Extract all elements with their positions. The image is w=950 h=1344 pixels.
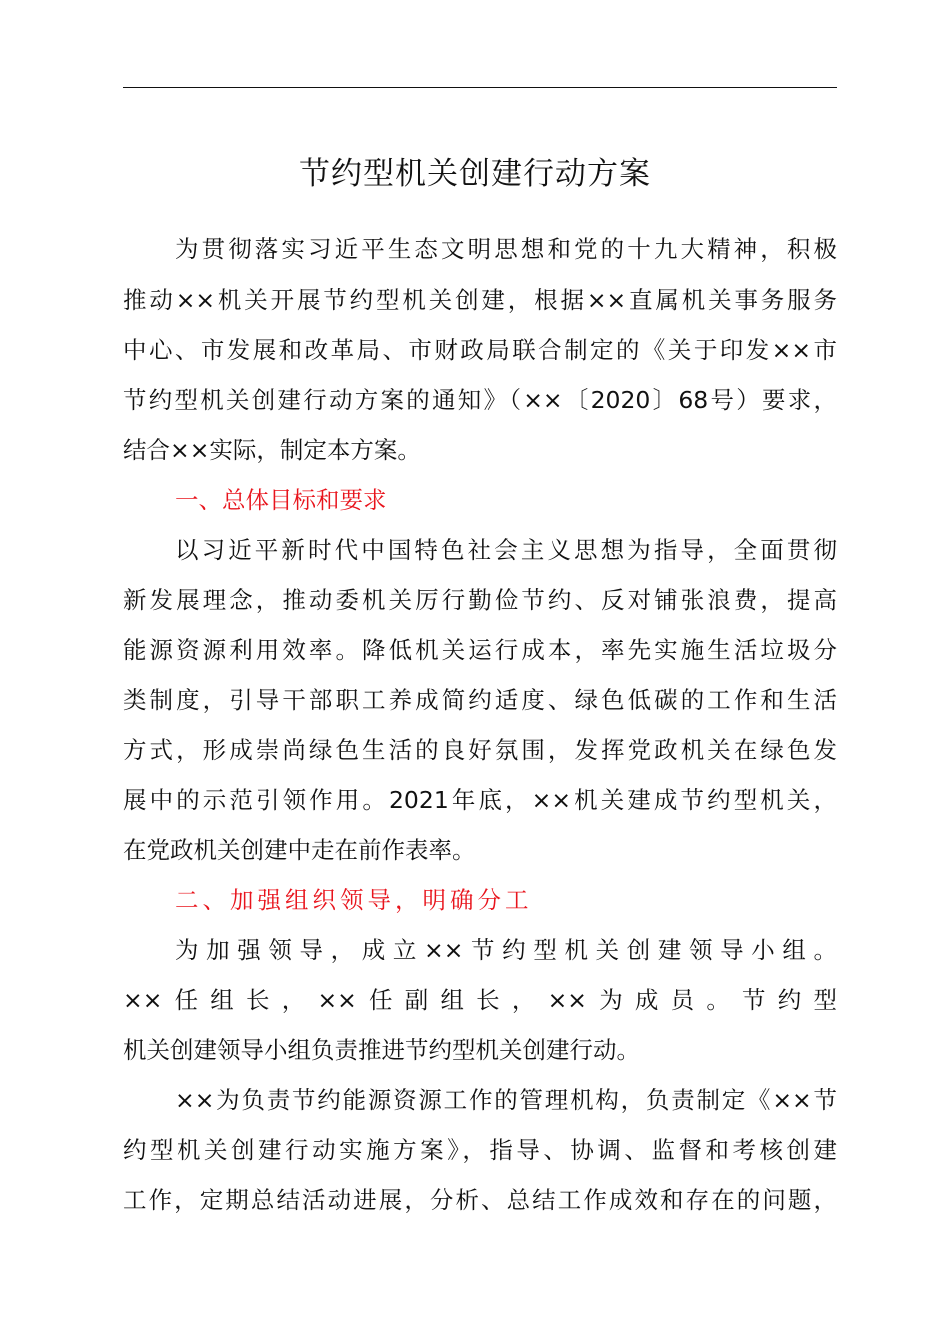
- paragraph-line: 结合××实际，制定本方案。: [123, 436, 421, 464]
- paragraph-line: ××任组长，××任副组长，××为成员。节约型: [123, 986, 837, 1014]
- paragraph-line: 新发展理念，推动委机关厉行勤俭节约、反对铺张浪费，提高: [123, 586, 837, 614]
- paragraph-line: 节约型机关创建行动方案的通知》（××〔2020〕68号）要求，: [123, 386, 837, 414]
- paragraph-line: 机关创建领导小组负责推进节约型机关创建行动。: [123, 1036, 640, 1064]
- paragraph-line: 为加强领导，成立××节约型机关创建领导小组。: [175, 936, 837, 964]
- header-rule: [123, 87, 837, 88]
- paragraph-line: 能源资源利用效率。降低机关运行成本，率先实施生活垃圾分: [123, 636, 837, 664]
- paragraph-line: 工作，定期总结活动进展，分析、总结工作成效和存在的问题，: [123, 1186, 837, 1214]
- paragraph-line: 在党政机关创建中走在前作表率。: [123, 836, 476, 864]
- paragraph-line: 方式，形成崇尚绿色生活的良好氛围，发挥党政机关在绿色发: [123, 736, 837, 764]
- section-heading-1: 一、总体目标和要求: [175, 486, 387, 514]
- paragraph-line: 推动××机关开展节约型机关创建，根据××直属机关事务服务: [123, 286, 837, 314]
- paragraph-line: 以习近平新时代中国特色社会主义思想为指导，全面贯彻: [175, 536, 837, 564]
- section-heading-2: 二、加强组织领导，明确分工: [175, 886, 533, 914]
- document-title: 节约型机关创建行动方案: [299, 156, 651, 192]
- paragraph-line: ××为负责节约能源资源工作的管理机构，负责制定《××节: [175, 1086, 837, 1114]
- paragraph-line: 类制度，引导干部职工养成简约适度、绿色低碳的工作和生活: [123, 686, 837, 714]
- paragraph-line: 为贯彻落实习近平生态文明思想和党的十九大精神，积极: [175, 235, 837, 263]
- paragraph-line: 展中的示范引领作用。2021年底，××机关建成节约型机关，: [123, 786, 837, 814]
- paragraph-line: 中心、市发展和改革局、市财政局联合制定的《关于印发××市: [123, 336, 837, 364]
- paragraph-line: 约型机关创建行动实施方案》，指导、协调、监督和考核创建: [123, 1136, 837, 1164]
